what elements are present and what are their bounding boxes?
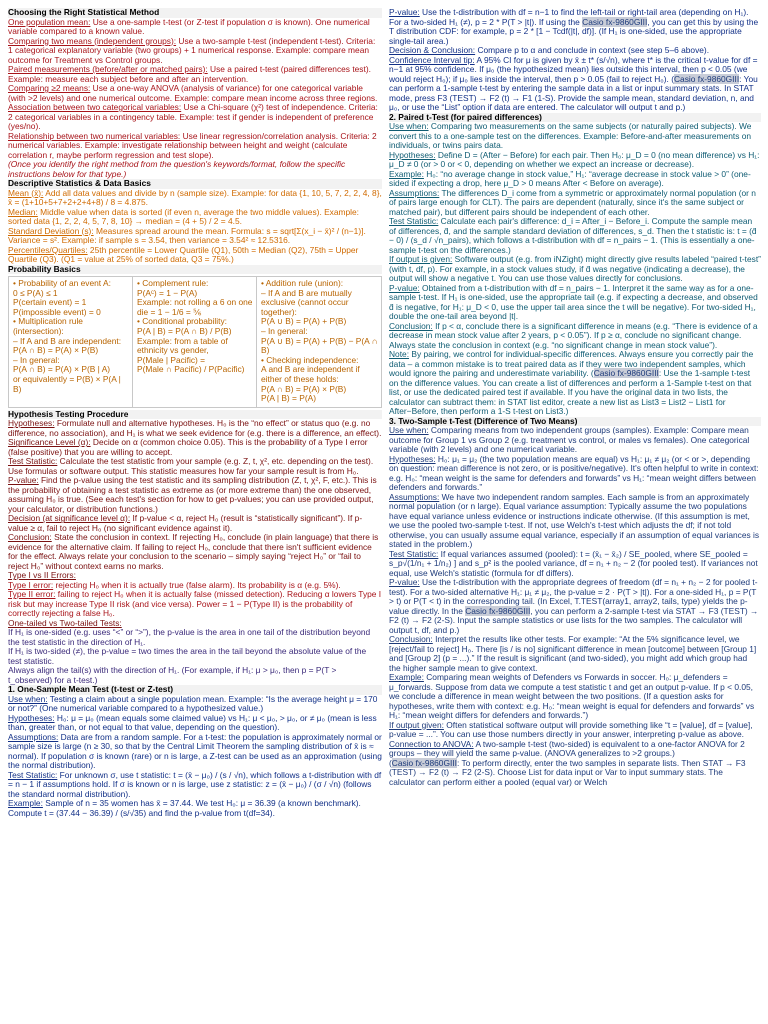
- desc-title: Descriptive Statistics & Data Basics: [8, 179, 382, 189]
- t1-title: 1. One-Sample Mean Test (t-test or Z-test): [8, 685, 382, 695]
- prob-col-2: [133, 277, 257, 407]
- left-column: [8, 8, 382, 818]
- choosing-item: Comparing two means (independent groups): Use a two-sample t-test (independent t-test). Criteria: 1 categorical explanatory variable (two groups) + 1 numerical response. Example: compare mean outcome for Treatment vs Control groups.: [8, 35, 376, 65]
- desc-item: Mean (x̄): Add all data values and divide by n (sample size). Example: for data {1, 10, 5, 7, 2, 2, 4, 8}, x̄ = (1+10+5+7+2+2+4+8) / 8 = 4.875.: [8, 187, 382, 207]
- prob-line: A and B are independent if either of these holds:: [261, 364, 360, 384]
- hyp-title: Hypothesis Testing Procedure: [8, 410, 382, 420]
- choosing-item: Paired measurements (before/after or matched pairs): Use a paired t-test (paired differences test). Example: measure each subject before and after an intervention.: [8, 64, 371, 84]
- t1-item: Test Statistic: For unknown σ, use t statistic: t = (x̄ − μ₀) / (s / √n), which follows a t-distribution with df = n − 1 if assumptions hold. If σ is known or n is large, use z statistic: z = (x̄ − μ₀) / (σ / √n) (follows the standard normal distribution).: [8, 769, 382, 799]
- prob-line: • Multiplication rule (intersection):: [13, 316, 83, 336]
- desc-item: Percentiles/Quartiles: 25th percentile = Lower Quartile (Q1), 50th = Median (Q2), 75th = Upper Quartile (Q3). (Q1 = value at 25% of sorted data, Q3 = 75%.): [8, 244, 359, 264]
- t3-list: [389, 426, 761, 787]
- tail-item: Always align the tail(s) with the direction of H₁. (For example, if H₁: μ > μ₀, then p = P(T > t_observed) for a t-test.): [8, 665, 337, 685]
- prob-line: – If A and B are mutually exclusive (cannot occur together):: [261, 287, 352, 317]
- error-item: Type II error: failing to reject H₀ when it is actually false (missed detection). Reducing α lowers Type I risk but may increase Type II risk (and vice versa). Power = 1 − P(Type II) is the probability of correctly rejecting a false H₀.: [8, 589, 382, 619]
- prob-line: – In general:: [261, 325, 308, 336]
- prob-line: – If A and B are independent:: [13, 335, 122, 346]
- hyp-item: P-value: Find the p-value using the test statistic and its sampling distribution (Z, t, χ², F, etc.). This is the probability of obtaining a test statistic as extreme as (or more extreme than) the one observed, assuming H₀ is true. (See each test's section for how to get p-values; you can use provided output, your calculator, or distribution functions.): [8, 475, 377, 514]
- choosing-item: Association between two categorical variables: Use a Chi-square (χ²) test of independence. Criteria: 2 categorical variables in a contingency table. Example: test if gender is independent of preference (yes/no).: [8, 102, 378, 131]
- prob-line: 0 ≤ P(A) ≤ 1: [13, 287, 58, 298]
- t2-item: If output is given: Software output (e.g. from iNZight) might directly give results labeled “paired t-test” (with t, df, p). For example, in a stock values study, if d̄ was negative (indicating a decrease), the output will show a negative t. You can use those values directly for conclusions.: [389, 254, 761, 283]
- t2-item: Use when: Comparing two measurements on the same subjects (or naturally paired subjects). We convert this to a one-sample test on the differences. Example: Before-and-after measurements on individuals, or twins pairs data.: [389, 121, 752, 150]
- prob-line: P(A ∪ B) = P(A) + P(B): [261, 316, 347, 327]
- prob-title: Probability Basics: [8, 265, 382, 275]
- choosing-note: (Once you identify the right method from the question's keywords/format, follow the specific instructions below for that type.): [8, 159, 346, 179]
- desc-item: Median: Middle value when data is sorted (if even n, average the two middle values). Example: sorted data {1, 2, 2, 4, 5, 7, 8, 10} → median = (4 + 5) / 2 = 4.5.: [8, 206, 360, 226]
- t2-item: Note: By pairing, we control for individual-specific differences. Always ensure you correctly pair the data – a common mistake is to treat paired data as if they were two independent samples, which would ignore the pairing and underestimate variability. (Casio fx-9860GIII: Use the 1-sample t-test on the difference values. You can create a list of differences and perform a 1-Sample t-test on that list, or use the dedicated paired test if available. If you have the original data in two lists, the calculator can subtract them: in STAT list editor, create a new list as List3 = List2 − List1 for After−Before, then perform a 1-S t-test on List3.): [389, 349, 754, 416]
- choosing-item: Comparing ≥2 means: Use a one-way ANOVA (analysis of variance) for one categorical variable (with >2 levels) and one numerical outcome. Example: compare mean income across three regions.: [8, 83, 378, 103]
- t3-item: Test Statistic: If equal variances assumed (pooled): t = (x̄₁ − x̄₂) / SE_pooled, where SE_pooled = s_p√(1/n₁ + 1/n₂) ] and s_p² is the pooled variance, df = n₁ + n₂ − 2 (for pooled test). If variances not equal, use Welch's statistic (formula for df differs).: [389, 548, 758, 578]
- t3-item: Assumptions: We have two independent random samples. Each sample is from an approximately normal population (or n large). Equal variance assumption: Typically assume the two populations have equal variance unless evidence or instructions indicate otherwise. (If this assumption is met, we use the pooled two-sample t-test. If not, use Welch's t-test which adjusts the df; if not told otherwise, you can usually assume equal variance, especially if an assumption of equal variances is stated in the problem.): [389, 491, 760, 549]
- prob-line: • Probability of an event A:: [13, 278, 111, 288]
- right-column: [389, 8, 761, 787]
- choosing-title: Choosing the Right Statistical Method: [8, 8, 382, 18]
- prob-col-1: [9, 277, 133, 407]
- prob-line: P(A ∩ B) = P(A) × P(B | A): [13, 364, 111, 375]
- desc-list: [8, 189, 382, 265]
- t1b-item: P-value: Use the t-distribution with df = n−1 to find the left-tail or right-tail area (depending on H₁). For a two-sided H₁ (≠), p = 2 * P(T > |t|). If using the Casio fx-9860GIII, you can get this by using the T distribution CDF: for example, p = 2 * [1 − Tcdf(|t|, df)]. (If H₁ is one-sided, use the appropriate single-tail area.): [389, 7, 759, 46]
- tails-list: [8, 628, 382, 685]
- choosing-list: [8, 18, 382, 180]
- prob-line: P(A | B) = P(A ∩ B) / P(B): [137, 325, 232, 336]
- prob-line: P(impossible event) = 0: [13, 306, 101, 317]
- t1-item: Hypotheses: H₀: μ = μ₀ (mean equals some claimed value) vs H₁: μ < μ₀, > μ₀, or ≠ μ₀ (mean is less than, greater than, or not equal to that value, depending on the question).: [8, 712, 377, 733]
- prob-line: P(A | B) = P(A): [261, 393, 316, 404]
- error-item: Type I error: rejecting H₀ when it is actually true (false alarm). Its probability is α (e.g. 5%).: [8, 579, 341, 590]
- prob-line: • Complement rule:: [137, 278, 209, 288]
- prob-line: Example: from a table of ethnicity vs gender,: [137, 335, 228, 356]
- t2-title: 2. Paired t-Test (for paired differences): [389, 113, 761, 123]
- tails-title: One-tailed vs Two-tailed Tests:: [8, 617, 122, 628]
- t3-item: Use when: Comparing means from two independent groups (samples). Example: Compare mean outcome for Group 1 vs Group 2 (e.g. treatment vs control, or males vs females). One categorical variable (with 2 levels) and one numerical variable.: [389, 425, 750, 454]
- t1b-item: Confidence Interval tip: A 95% CI for μ is given by x̄ ± t* (s/√n), where t* is the critical t-value for df = n−1 at 95% confidence. If μ₀ (the hypothesized mean) lies outside this interval, then p < 0.05 (we would reject H₀); if μ₀ lies inside the interval, then p > 0.05 (fail to reject H₀). (Casio fx-9860GIII: You can perform a 1-sample t-test by entering the sample data in a list or input summary stats. In STAT mode, press F3 (TEST) → F2 (t) → F1 (1-S). Provide the sample mean, standard deviation, n, and μ₀, or use the “List” option if data are entered. The calculator will output t and p.): [389, 54, 758, 112]
- t3-title: 3. Two-Sample t-Test (Difference of Two Means): [389, 417, 761, 427]
- hyp-item: Test Statistic: Calculate the test statistic from your sample (e.g. Z, t, χ², etc. depending on the test). Use formulas or software output. This statistic measures how far your sample result is from H₀.: [8, 456, 374, 476]
- t1-item: Example: Sample of n = 35 women has x̄ = 37.44. We test H₀: μ = 36.39 (a known benchmark). Compute t = (37.44 − 36.39) / (s/√35) and find the p-value from t(df=34).: [8, 798, 361, 818]
- t1b-item: Decision & Conclusion: Compare p to α and conclude in context (see step 5–6 above).: [389, 45, 710, 55]
- errors-title: Type I vs II Errors:: [8, 570, 76, 581]
- t1-item: Assumptions: Data are from a random sample. For a t-test: the population is approximately normal or sample size is large (n ≥ 30, so that by the Central Limit Theorem the sampling distribution of x̄ is ≈ normal). If population σ is known (rare) or n is large, a Z-test can be used as an approximation (using the normal distribution).: [8, 731, 382, 771]
- prob-line: • Conditional probability:: [137, 316, 227, 327]
- t1-continued: [389, 8, 761, 113]
- prob-line: P(A ∩ B) = P(A) × P(B): [261, 383, 347, 394]
- errors-list: [8, 581, 382, 619]
- t3-item: (Casio fx-9860GIII: To perform directly, enter the two samples in separate lists. Then STAT → F3 (TEST) → F2 (t) → F2 (2-S). Choose List for data input or Var to input summary stats. The calculator can perform either a pooled (equal var) or Welch: [389, 757, 746, 787]
- prob-line: P(A ∪ B) = P(A) + P(B) − P(A ∩ B): [261, 335, 378, 356]
- hyp-item: Conclusion: State the conclusion in context. If rejecting H₀, conclude (in plain language) that there is evidence for the alternative claim. If failing to reject H₀, conclude that there isn't sufficient evidence for the effect. Always relate your conclusion to the scenario – simply saying “reject H₀” or “fail to reject H₀” without context earns no marks.: [8, 532, 379, 571]
- t3-item: Hypotheses: H₀: μ₁ = μ₂ (the two population means are equal) vs H₁: μ₁ ≠ μ₂ (or < or >, depending on question: mean difference is not zero, or is positive/negative). It's often helpful to write in context: e.g. H₀: “mean weight is the same for defenders and forwards” vs H₁: “mean weight differs between defenders and forwards.”: [389, 453, 759, 492]
- desc-item: Standard Deviation (s): Measures spread around the mean. Formula: s = sqrt[Σ(x_i − x̄)² / (n−1)]. Variance = s². Example: if sample s = 3.54, then variance = 3.54² ≈ 12.5316.: [8, 225, 366, 245]
- t2-item: Example: H₀: “no average change in stock value,” H₁: “average decrease in stock value > 0” (one-sided if expecting a drop, here μ_D > 0 means After < Before on average).: [389, 168, 751, 188]
- tail-item: If H₁ is one-sided (e.g. uses “<” or “>”), the p-value is the area in one tail of the distribution beyond the test statistic in the direction of H₁.: [8, 627, 371, 647]
- t2-list: [389, 122, 761, 417]
- prob-line: – In general:: [13, 354, 60, 365]
- prob-line: P(Male ∩ Pacific) / P(Pacific): [137, 364, 245, 375]
- t2-item: Conclusion: If p < α, conclude there is a significant difference in means (e.g. “There is evidence of a decrease in mean stock value after 2 years, p < 0.05”). If p ≥ α, conclude no significant change. Always state the conclusion in context (e.g. “no significant change in mean stock value”).: [389, 320, 758, 350]
- choosing-item: One population mean: Use a one-sample t-test (or Z-test if population σ is known). One numerical variable compared to a known value.: [8, 16, 370, 36]
- hyp-item: Significance Level (α): Decide on α (common choice 0.05). This is the probability of a Type I error (false positive) that you are willing to accept.: [8, 437, 368, 457]
- t2-item: Hypotheses: Define D = (After − Before) for each pair. Then H₀: μ_D = 0 (no mean difference) vs H₁: μ_D ≠ 0 (or > 0 or < 0, depending on whether we expect an increase or decrease).: [389, 149, 760, 169]
- prob-line: P(certain event) = 1: [13, 297, 87, 308]
- hyp-item: Decision (at significance level α): If p-value < α, reject H₀ (result is “statistically significant”). If p-value ≥ α, fail to reject H₀ (no significant evidence against it).: [8, 513, 363, 533]
- prob-line: P(A ∩ B) = P(A) × P(B): [13, 345, 99, 356]
- t3-item: Conclusion: Interpret the results like other tests. For example: “At the 5% significance level, we [reject/fail to reject] H₀. There [is / is no] significant difference in mean [outcome] between [Group 1] and [Group 2] (p = ...).” If the result is significant (and two-sided), you might add which group had the higher sample mean to give context.: [389, 634, 757, 673]
- hyp-list: [8, 419, 382, 571]
- hyp-item: Hypotheses: Formulate null and alternative hypotheses. H₀ is the “no effect” or status quo (e.g. no difference, no association), and H₁ is what we seek evidence for (e.g. there is a difference, an effect).: [8, 418, 382, 438]
- prob-line: • Addition rule (union):: [261, 278, 344, 288]
- probability-table: [8, 276, 382, 408]
- prob-line: • Checking independence:: [261, 354, 359, 365]
- t1-list: [8, 695, 382, 819]
- t3-item: Example: Comparing mean weights of Defenders vs Forwards in soccer. H₀: μ_defenders = μ_forwards. Suppose from data we compute a test statistic t and get an output p-value. If p < 0.05, we conclude a difference in mean weight between the two positions. (If a question asks for hypotheses, write them with context: e.g. H₀: “mean weight is equal for defenders and forwards” vs H₁: “mean weight differs for defenders and forwards.”): [389, 672, 755, 720]
- t2-item: P-value: Obtained from a t-distribution with df = n_pairs − 1. Interpret it the same way as for a one-sample t-test. If H₁ is one-sided, use the appropriate tail (e.g. if expecting a decrease, and observed d̄ is negative, for H₁: μ_D < 0, use the upper tail area since the t will be negative). For two-sided H₁, double the one-tail area beyond |t|.: [389, 282, 758, 321]
- choosing-item: Relationship between two numerical variables: Use linear regression/correlation analysis. Criteria: 2 numerical variables. Example: investigate relationship between height and weight (calculate correlation r, maybe perform regression and test slope).: [8, 130, 377, 160]
- prob-line: Example: not rolling a 6 on one die = 1 − 1/6 = ⅚: [137, 297, 253, 317]
- tail-item: If H₁ is two-sided (≠), the p-value = two times the area in the tail beyond the absolute value of the test statistic.: [8, 646, 367, 666]
- t3-item: If output given: Often statistical software output will provide something like “t = [value], df = [value], p-value = ...”. You can use those numbers directly in your answer, interpreting p-value as above.: [389, 719, 753, 739]
- prob-line: or equivalently = P(B) × P(A | B): [13, 373, 121, 394]
- prob-col-3: [257, 277, 381, 407]
- t3-item: P-value: Use the t-distribution with the appropriate degrees of freedom (df = n₁ + n₂ − 2 for pooled t-test). For a two-sided alternative H₁: μ₁ ≠ μ₂, the p-value = 2 · P(T > |t|). For a one-sided H₁, p = P(T > t) or P(T < t) in the corresponding tail. (In Excel, T.TEST(array1, array2, tails, type) yields the p-value directly. In the Casio fx-9860GIII, you can perform a 2-sample t-test via STAT → F3 (TEST) → F2 (t) → F2 (2-S). Input the sample statistics or use lists for the two samples. The calculator will output t, df, and p.): [389, 577, 759, 635]
- t1-item: Use when: Testing a claim about a single population mean. Example: “Is the average height μ = 170 or not?” (One numerical variable compared to a hypothesized value.): [8, 693, 378, 714]
- t3-item: Connection to ANOVA: A two-sample t-test (two-sided) is equivalent to a one-factor ANOVA for 2 groups – they will yield the same p-value. (ANOVA generalizes to >2 groups.): [389, 738, 745, 758]
- prob-line: P(Male | Pacific) =: [137, 354, 206, 365]
- t2-item: Test Statistic: Calculate each pair's difference: d_i = After_i − Before_i. Compute the sample mean of differences, d̄, and the sample standard deviation of differences, s_d. Then the t statistic is: t = (d̄ − 0) / (s_d / √n_pairs), which follows a t-distribution with df = n_pairs − 1. (This is essentially a one-sample t-test on the differences.): [389, 216, 757, 255]
- t2-item: Assumptions: The differences D_i come from a symmetric or approximately normal population (or n of pairs large enough for CLT). The pairs are dependent (naturally, since it's the same subject or matched pair), but different pairs should be independent of each other.: [389, 187, 756, 217]
- prob-line: P(Aᶜ) = 1 − P(A): [137, 287, 198, 298]
